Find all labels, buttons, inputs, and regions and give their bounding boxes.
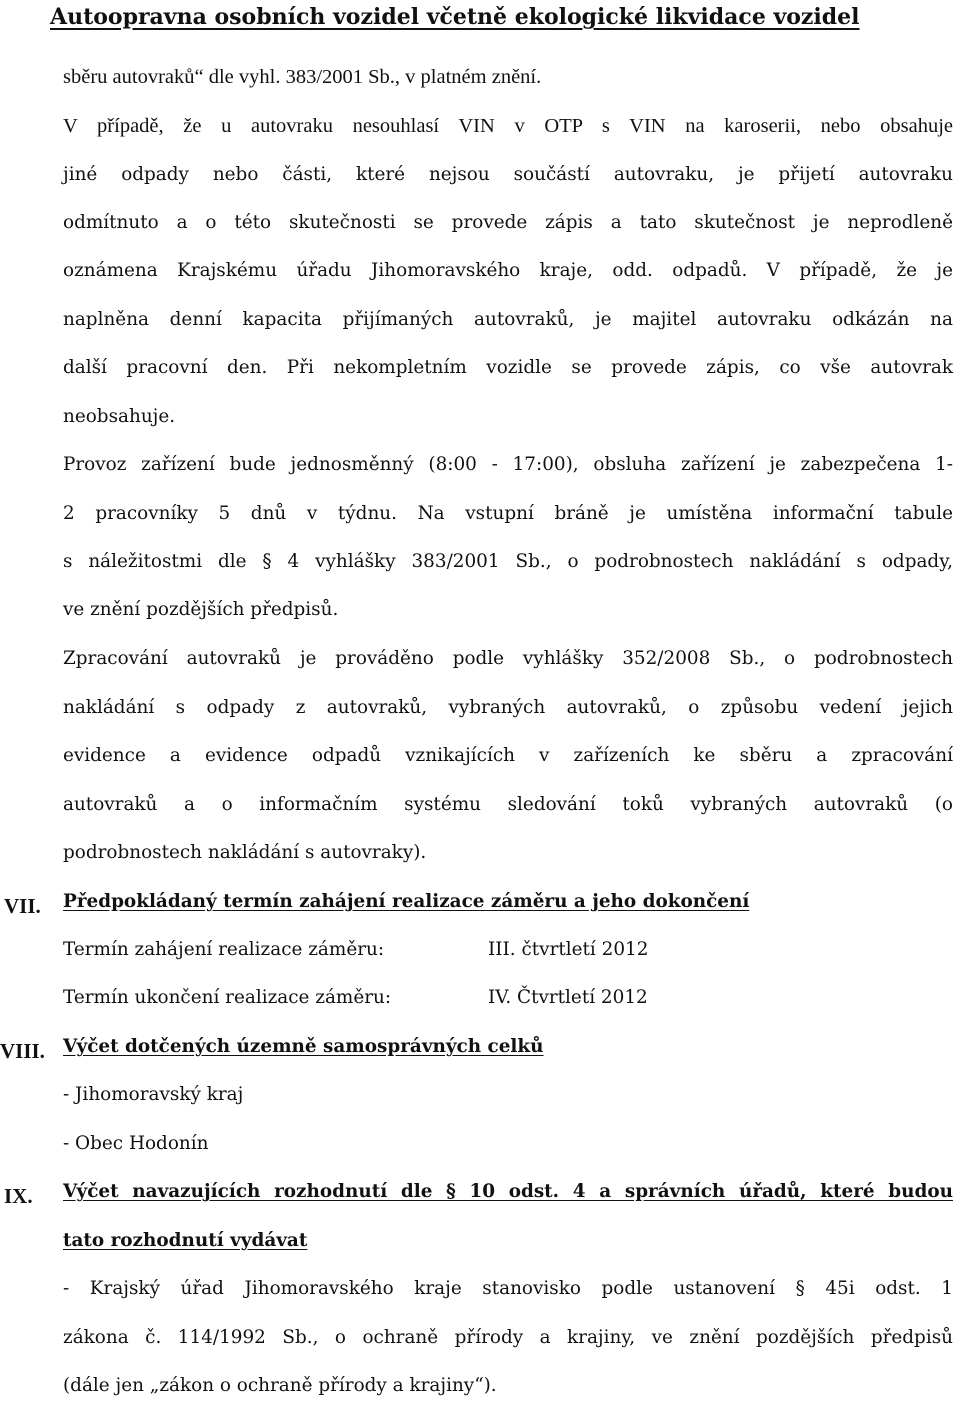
term-start-value: III. čtvrtletí 2012: [488, 939, 649, 960]
paragraph-line: evidence a evidence odpadů vznikajících v zařízeních ke sběru a zpracování: [63, 745, 953, 766]
section-number: VII.: [4, 894, 41, 918]
section-title: Výčet dotčených územně samosprávných celků: [63, 1036, 544, 1057]
paragraph-line: odmítnuto a o této skutečnosti se provede zápis a tato skutečnost je neprodleně: [63, 212, 953, 233]
paragraph-line: sběru autovraků“ dle vyhl. 383/2001 Sb., v platném znění.: [63, 66, 542, 88]
list-item: - Jihomoravský kraj: [63, 1084, 244, 1105]
term-end-label: Termín ukončení realizace záměru:: [63, 987, 392, 1008]
section-number: IX.: [4, 1184, 33, 1208]
paragraph-line: ve znění pozdějších předpisů.: [63, 599, 339, 620]
term-end-value: IV. Čtvrtletí 2012: [488, 987, 648, 1008]
paragraph-line: neobsahuje.: [63, 406, 176, 427]
page-header: Autoopravna osobních vozidel včetně ekologické likvidace vozidel: [50, 4, 860, 30]
paragraph-line: (dále jen „zákon o ochraně přírody a krajiny“).: [63, 1375, 497, 1396]
paragraph-line: naplněna denní kapacita přijímaných autovraků, je majitel autovraku odkázán na: [63, 309, 953, 330]
paragraph-line: podrobnostech nakládání s autovraky).: [63, 842, 427, 863]
paragraph-line: Zpracování autovraků je prováděno podle vyhlášky 352/2008 Sb., o podrobnostech: [63, 648, 953, 669]
paragraph-line: nakládání s odpady z autovraků, vybraných autovraků, o způsobu vedení jejich: [63, 697, 953, 718]
paragraph-line: další pracovní den. Při nekompletním vozidle se provede zápis, co vše autovrak: [63, 357, 953, 378]
paragraph-line: jiné odpady nebo části, které nejsou součástí autovraku, je přijetí autovraku: [63, 164, 953, 185]
list-item: - Obec Hodonín: [63, 1133, 209, 1154]
paragraph-line: 2 pracovníky 5 dnů v týdnu. Na vstupní bráně je umístěna informační tabule: [63, 503, 953, 524]
term-start-label: Termín zahájení realizace záměru:: [63, 939, 385, 960]
paragraph-line: V případě, že u autovraku nesouhlasí VIN v OTP s VIN na karoserii, nebo obsahuje: [63, 115, 953, 137]
paragraph-line: Provoz zařízení bude jednosměnný (8:00 - 17:00), obsluha zařízení je zabezpečena 1-: [63, 454, 953, 475]
section-title: Předpokládaný termín zahájení realizace záměru a jeho dokončení: [63, 891, 750, 912]
paragraph-line: s náležitostmi dle § 4 vyhlášky 383/2001 Sb., o podrobnostech nakládání s odpady,: [63, 551, 953, 572]
paragraph-line: zákona č. 114/1992 Sb., o ochraně přírody a krajiny, ve znění pozdějších předpisů: [63, 1327, 953, 1348]
section-title: tato rozhodnutí vydávat: [63, 1230, 308, 1251]
section-title: Výčet navazujících rozhodnutí dle § 10 odst. 4 a správních úřadů, které budou: [63, 1181, 953, 1202]
paragraph-line: - Krajský úřad Jihomoravského kraje stanovisko podle ustanovení § 45i odst. 1: [63, 1278, 953, 1299]
section-number: VIII.: [0, 1039, 45, 1063]
paragraph-line: oznámena Krajskému úřadu Jihomoravského kraje, odd. odpadů. V případě, že je: [63, 260, 953, 281]
paragraph-line: autovraků a o informačním systému sledování toků vybraných autovraků (o: [63, 794, 953, 815]
